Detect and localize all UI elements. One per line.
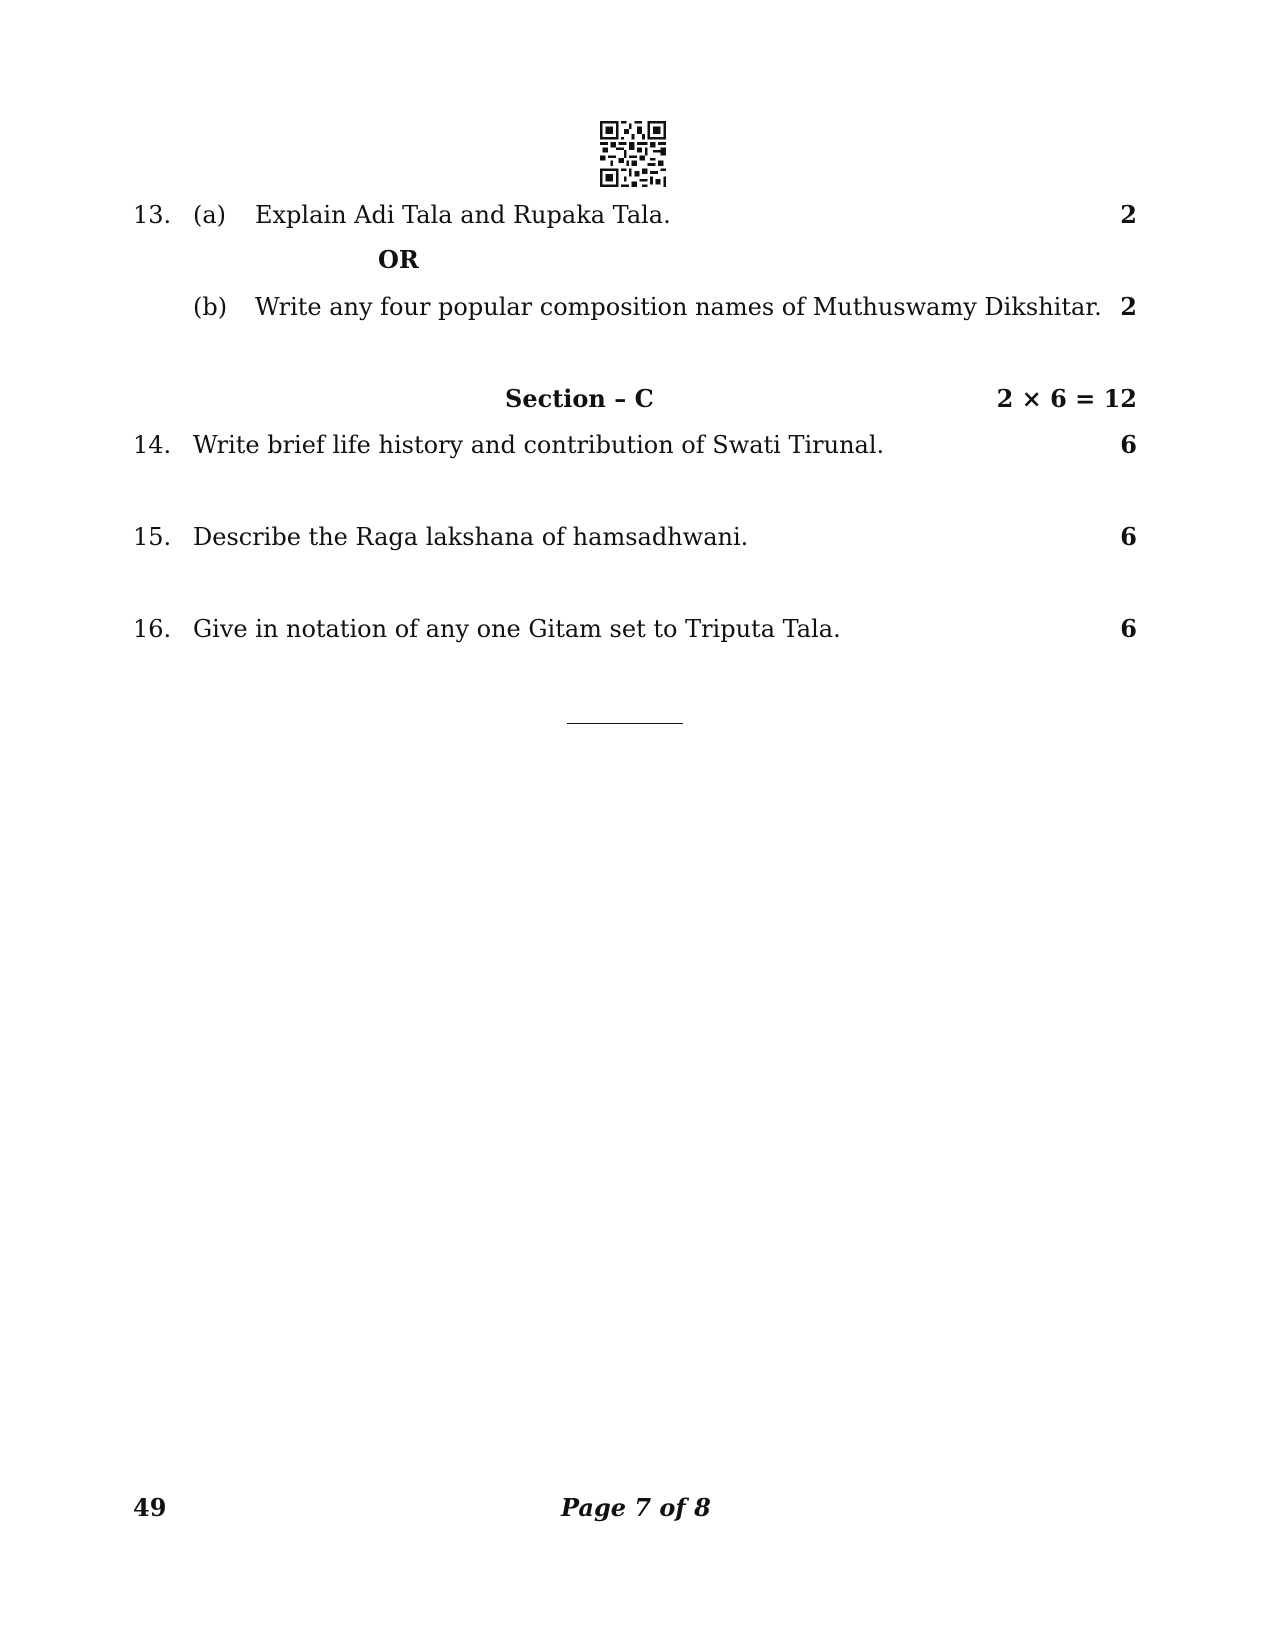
end-separator-line xyxy=(567,723,683,724)
question-14-text: Write brief life history and contribution of Swati Tirunal. xyxy=(193,431,885,459)
question-15-marks: 6 xyxy=(1120,522,1137,551)
question-13b-text: Write any four popular composition names of Muthuswamy Dikshitar. xyxy=(255,293,1102,321)
question-13a-text: Explain Adi Tala and Rupaka Tala. xyxy=(255,201,671,229)
question-13-or: OR xyxy=(378,245,419,274)
question-16-marks: 6 xyxy=(1120,614,1137,643)
footer-code: 49 xyxy=(133,1493,167,1522)
question-15-number: 15. xyxy=(133,523,172,551)
section-c-title: Section – C xyxy=(505,384,654,413)
qr-code-icon xyxy=(600,121,666,187)
question-13b-label: (b) xyxy=(193,293,228,321)
question-13b-marks: 2 xyxy=(1120,292,1137,321)
question-16-number: 16. xyxy=(133,615,172,643)
question-14-number: 14. xyxy=(133,431,172,459)
question-13a-marks: 2 xyxy=(1120,200,1137,229)
question-15-text: Describe the Raga lakshana of hamsadhwani. xyxy=(193,523,749,551)
question-14-marks: 6 xyxy=(1120,430,1137,459)
footer-page-number: Page 7 of 8 xyxy=(561,1493,711,1522)
question-13-number: 13. xyxy=(133,201,172,229)
question-16-text: Give in notation of any one Gitam set to Triputa Tala. xyxy=(193,615,841,643)
section-c-marks: 2 × 6 = 12 xyxy=(996,384,1137,413)
question-13a-label: (a) xyxy=(193,201,227,229)
